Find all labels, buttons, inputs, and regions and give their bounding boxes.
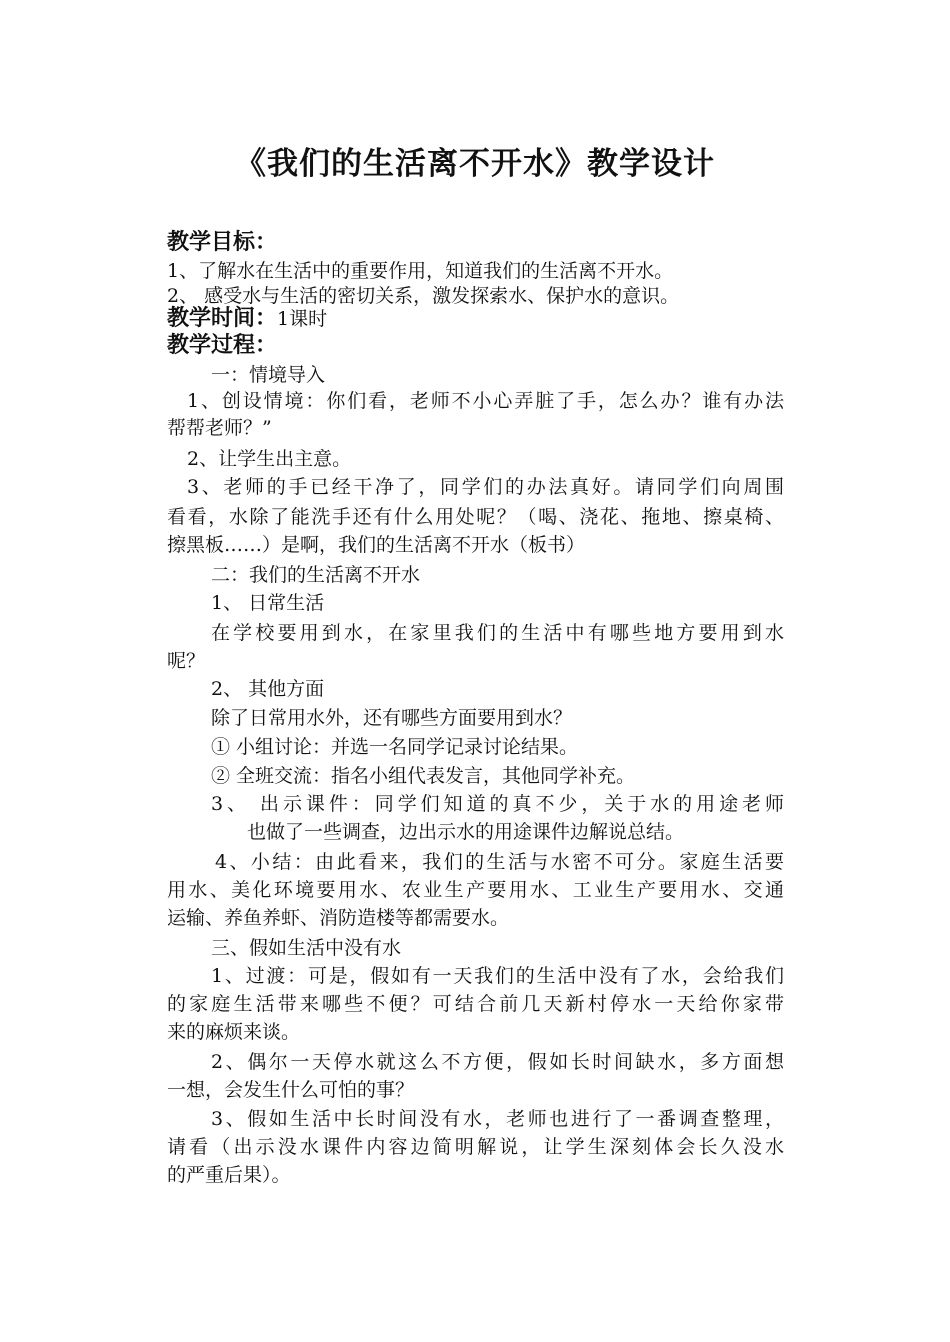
section-3-heading: 三、假如生活中没有水 — [211, 937, 402, 959]
paragraph-line: 呢？ — [167, 650, 206, 672]
paragraph-line: 来的麻烦来谈。 — [167, 1021, 301, 1043]
paragraph-line: 看看，水除了能洗手还有什么用处呢？（喝、浇花、拖地、擦桌椅、 — [167, 506, 784, 528]
paragraph-line: 2、让学生出主意。 — [187, 448, 352, 470]
subsection-heading: 1、 日常生活 — [211, 592, 325, 614]
section-1-heading: 一：情境导入 — [211, 364, 326, 386]
objective-item-2: 2、 感受水与生活的密切关系，激发探索水、保护水的意识。 — [167, 285, 680, 307]
list-item: ② 全班交流：指名小组代表发言，其他同学补充。 — [211, 765, 636, 787]
section-2-heading: 二：我们的生活离不开水 — [211, 564, 421, 586]
paragraph-line: 3、 出示课件：同学们知道的真不少，关于水的用途老师 — [211, 793, 784, 815]
paragraph-line: 2、偶尔一天停水就这么不方便，假如长时间缺水，多方面想 — [211, 1051, 784, 1073]
paragraph-line: 的家庭生活带来哪些不便？可结合前几天新村停水一天给你家带 — [167, 993, 784, 1015]
paragraph-line: 一想，会发生什么可怕的事？ — [167, 1079, 415, 1101]
objectives-heading: 教学目标： — [167, 230, 278, 255]
paragraph-line: 1、过渡：可是，假如有一天我们的生活中没有了水，会给我们 — [211, 965, 784, 987]
paragraph-line: 1、创设情境：你们看，老师不小心弄脏了手，怎么办？谁有办法 — [187, 390, 784, 412]
paragraph-line: 在学校要用到水，在家里我们的生活中有哪些地方要用到水 — [211, 622, 784, 644]
document-title: 《我们的生活离不开水》教学设计 — [235, 146, 715, 182]
paragraph-line: 用水、美化环境要用水、农业生产要用水、工业生产要用水、交通 — [167, 879, 784, 901]
paragraph-line: 的严重后果）。 — [167, 1164, 291, 1186]
teaching-time — [167, 306, 327, 332]
paragraph-line: 运输、养鱼养虾、消防造楼等都需要水。 — [167, 907, 510, 929]
objective-item-1: 1、了解水在生活中的重要作用，知道我们的生活离不开水。 — [167, 260, 674, 282]
paragraph-line: 除了日常用水外，还有哪些方面要用到水？ — [211, 707, 573, 729]
paragraph-line: 3、老师的手已经干净了，同学们的办法真好。请同学们向周围 — [187, 476, 784, 498]
subsection-heading: 2、 其他方面 — [211, 678, 325, 700]
paragraph-line: 4、小结：由此看来，我们的生活与水密不可分。家庭生活要 — [215, 851, 784, 873]
time-heading: 教学时间： — [167, 306, 278, 331]
paragraph-line: 帮帮老师？” — [167, 417, 272, 439]
paragraph-line: 擦黑板……）是啊，我们的生活离不开水（板书） — [167, 534, 586, 556]
list-item: ① 小组讨论：并选一名同学记录讨论结果。 — [211, 736, 579, 758]
paragraph-line: 3、假如生活中长时间没有水，老师也进行了一番调查整理， — [211, 1108, 784, 1130]
paragraph-line: 请看（出示没水课件内容边简明解说，让学生深刻体会长久没水 — [167, 1136, 784, 1158]
process-heading: 教学过程： — [167, 333, 278, 358]
paragraph-line: 也做了一些调查，边出示水的用途课件边解说总结。 — [247, 821, 685, 843]
time-value: 1课时 — [277, 308, 328, 330]
